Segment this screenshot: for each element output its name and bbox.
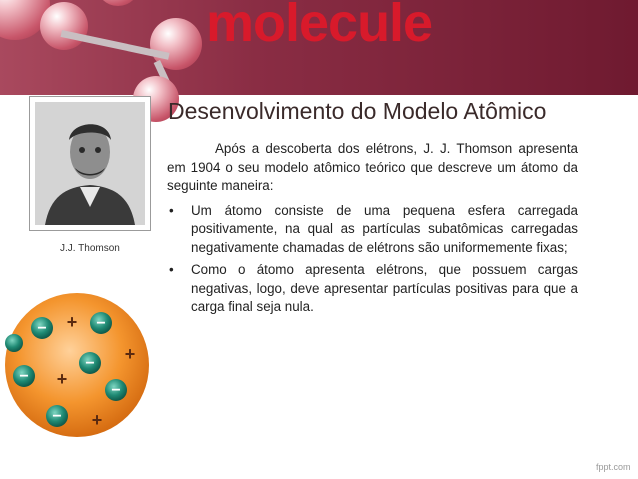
electron	[5, 334, 23, 352]
bullet-text: Como o átomo apresenta elétrons, que possuem cargas negativas, logo, deve apresentar partículas positivas para que a carga final seja nula.	[191, 262, 578, 314]
electron-sign: −	[37, 320, 47, 337]
bullet-text: Um átomo consiste de uma pequena esfera carregada positivamente, na qual as partículas subatômicas carregadas negativamente chamadas de elétrons são uniformemente fixas;	[191, 202, 578, 255]
plum-pudding-atom	[2, 288, 152, 442]
proton-sign: +	[56, 369, 68, 389]
footer-brand: fppt.com	[596, 462, 631, 472]
proton-sign: +	[91, 410, 103, 430]
photo-caption: J.J. Thomson	[60, 243, 120, 254]
molecule-ball	[40, 2, 88, 50]
electron-sign: −	[52, 408, 62, 425]
banner-word: molecule	[206, 0, 433, 53]
electron-sign: −	[111, 382, 121, 399]
bullet-dot: •	[169, 202, 174, 218]
intro-paragraph: Após a descoberta dos elétrons, J. J. Thomson apresenta em 1904 o seu modelo atômico teórico que descreve um átomo da seguinte maneira:	[167, 141, 578, 193]
slide-body	[167, 140, 578, 321]
portrait-frame	[29, 96, 151, 231]
portrait-image	[35, 102, 145, 225]
electron-sign: −	[96, 315, 106, 332]
electron-sign: −	[19, 368, 29, 385]
proton-sign: +	[66, 312, 78, 332]
molecule-ball	[96, 0, 140, 6]
proton-sign: +	[124, 344, 136, 364]
electron-sign: −	[85, 355, 95, 372]
slide-title: Desenvolvimento do Modelo Atômico	[168, 98, 547, 124]
bullet-dot: •	[169, 262, 174, 277]
bullet-item	[167, 261, 578, 317]
bullet-item	[167, 202, 578, 258]
bullet-list	[167, 202, 578, 317]
header-banner	[0, 0, 638, 95]
thomson-portrait	[35, 102, 145, 225]
